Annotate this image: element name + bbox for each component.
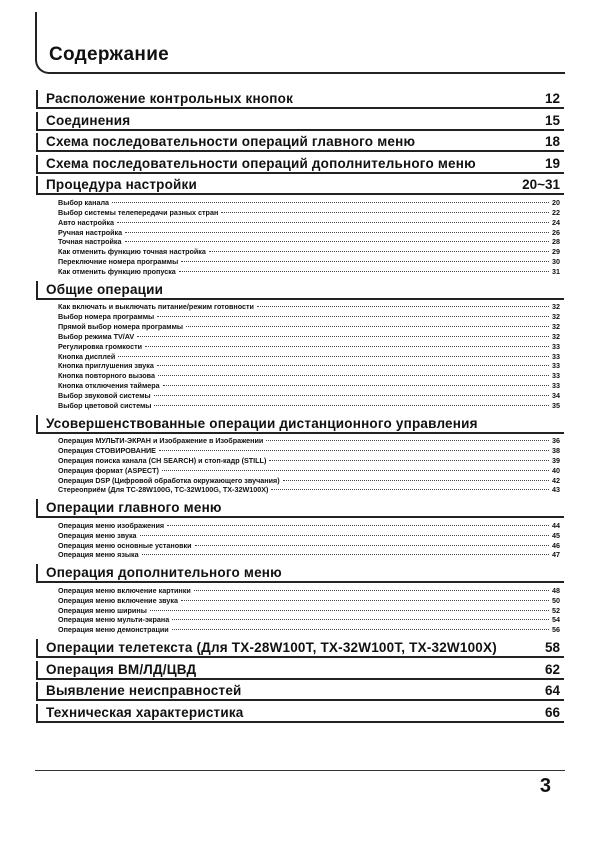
toc-entry-label: Операция меню ширины (58, 605, 147, 615)
toc-entry-page: 33 (552, 361, 560, 371)
section-page: 62 (544, 661, 560, 677)
toc-entry-page: 36 (552, 436, 560, 446)
toc-entry-page: 31 (552, 266, 560, 276)
toc-entry-page: 20 (552, 197, 560, 207)
dot-leader (117, 222, 549, 223)
dot-leader (163, 385, 549, 386)
toc-entry[interactable] (36, 257, 564, 267)
toc-entry-label: Кнопка дисплей (58, 351, 116, 361)
page-title: Содержание (49, 44, 170, 65)
section-header[interactable] (36, 281, 564, 300)
toc-entry-page: 52 (552, 605, 560, 615)
toc-entry[interactable] (36, 302, 564, 312)
section-title: Операция ВМ/ЛД/ЦВД (46, 661, 197, 677)
section-header[interactable] (36, 133, 564, 152)
dot-leader (162, 470, 549, 471)
bottom-divider (35, 770, 565, 771)
toc-entry-label: Выбор звуковой системы (58, 390, 151, 400)
section-header[interactable] (36, 564, 564, 583)
toc-entry-label: Авто настройка (58, 217, 114, 227)
toc-entry-page: 40 (552, 465, 560, 475)
toc-entry-page: 26 (552, 227, 560, 237)
dot-leader (140, 535, 549, 536)
section-page: 66 (544, 704, 560, 720)
toc-entry-page: 32 (552, 312, 560, 322)
table-of-contents (36, 90, 564, 725)
dot-leader (137, 336, 549, 337)
toc-entry-page: 30 (552, 257, 560, 267)
section-header[interactable] (36, 704, 564, 723)
toc-entry-page: 47 (552, 550, 560, 560)
toc-entry-page: 33 (552, 381, 560, 391)
dot-leader (181, 261, 549, 262)
dot-leader (172, 619, 549, 620)
section-title: Выявление неисправностей (46, 683, 242, 699)
toc-entry-label: Операция меню включение картинки (58, 585, 191, 595)
toc-entry[interactable] (36, 485, 564, 495)
toc-entry[interactable] (36, 247, 564, 257)
section-header[interactable] (36, 155, 564, 174)
dot-leader (209, 251, 549, 252)
section-page: 64 (544, 683, 560, 699)
toc-entry-label: Как отменить функцию пропуска (58, 266, 176, 276)
toc-entry-label: Операция меню основные установки (58, 540, 192, 550)
toc-entry-page: 35 (552, 400, 560, 410)
toc-entry[interactable] (36, 381, 564, 391)
dot-leader (154, 405, 549, 406)
dot-leader (158, 375, 549, 376)
section-page: 19 (544, 155, 560, 171)
title-frame (35, 12, 565, 74)
toc-entry[interactable] (36, 531, 564, 541)
dot-leader (257, 306, 549, 307)
toc-entry-label: Выбор номера программы (58, 312, 155, 322)
section-title: Операции главного меню (46, 500, 222, 516)
toc-entry[interactable] (36, 596, 564, 606)
toc-entry[interactable] (36, 521, 564, 531)
section-header[interactable] (36, 639, 564, 658)
toc-entry-page: 48 (552, 585, 560, 595)
toc-entry-page: 33 (552, 351, 560, 361)
toc-entry[interactable] (36, 332, 564, 342)
dot-leader (125, 232, 549, 233)
section-page: 12 (544, 91, 560, 106)
section-title: Техническая характеристика (46, 704, 244, 720)
dot-leader (154, 395, 549, 396)
toc-entry[interactable] (36, 586, 564, 596)
toc-entry-label: Стереоприём (Для TC-28W100G, TC-32W100G, TX-32W100X) (58, 485, 269, 495)
section-page: 58 (544, 640, 560, 656)
toc-entry-page: 39 (552, 455, 560, 465)
dot-leader (181, 600, 549, 601)
dot-leader (157, 316, 549, 317)
toc-entry[interactable] (36, 606, 564, 616)
toc-entry-page: 34 (552, 390, 560, 400)
dot-leader (271, 489, 549, 490)
dot-leader (179, 271, 549, 272)
section-title: Схема последовательности операций дополнительного меню (46, 155, 476, 171)
dot-leader (195, 545, 549, 546)
section-items (36, 198, 564, 277)
toc-entry-label: Кнопка отключения таймера (58, 381, 160, 391)
toc-entry[interactable] (36, 615, 564, 625)
toc-entry-label: Кнопка приглушения звука (58, 361, 154, 371)
section-title: Расположение контрольных кнопок (46, 91, 294, 106)
toc-entry-label: Выбор режима TV/AV (58, 331, 135, 341)
toc-entry[interactable] (36, 198, 564, 208)
dot-leader (150, 610, 549, 611)
toc-entry[interactable] (36, 476, 564, 486)
dot-leader (145, 346, 549, 347)
dot-leader (157, 365, 549, 366)
toc-entry-label: Операция МУЛЬТИ-ЭКРАН и Изображение в Изображении (58, 436, 264, 446)
toc-entry[interactable] (36, 361, 564, 371)
dot-leader (172, 629, 549, 630)
toc-entry-label: Переключние номера программы (58, 257, 179, 267)
toc-entry-label: Как отменить функцию точная настройка (58, 247, 206, 257)
toc-entry-page: 46 (552, 540, 560, 550)
dot-leader (269, 460, 549, 461)
toc-entry-page: 45 (552, 530, 560, 540)
section-title: Процедура настройки (46, 177, 198, 193)
toc-entry[interactable] (36, 371, 564, 381)
toc-entry-page: 42 (552, 475, 560, 485)
toc-entry-label: Ручная настройка (58, 227, 123, 237)
section-header[interactable] (36, 176, 564, 195)
dot-leader (118, 356, 549, 357)
section-title: Схема последовательности операций главного меню (46, 134, 416, 150)
dot-leader (221, 212, 549, 213)
toc-entry-label: Операция меню демонстрации (58, 625, 169, 635)
toc-entry[interactable] (36, 466, 564, 476)
toc-entry[interactable] (36, 267, 564, 277)
section-items (36, 436, 564, 495)
section-title: Операции телетекста (Для TX-28W100T, TX-32W100T, TX-32W100X) (46, 640, 497, 656)
dot-leader (159, 450, 549, 451)
toc-entry-label: Операция поиска канала (CH SEARCH) и стоп-кадр (STILL) (58, 455, 267, 465)
toc-entry-label: Операция меню языка (58, 550, 139, 560)
section-header[interactable] (36, 415, 564, 434)
dot-leader (194, 590, 549, 591)
toc-entry-label: Операция формат (ASPECT) (58, 465, 159, 475)
toc-entry-label: Выбор системы телепередачи разных стран (58, 207, 219, 217)
toc-entry-page: 22 (552, 207, 560, 217)
section-title: Операция дополнительного меню (46, 565, 282, 581)
toc-entry-label: Прямой выбор номера программы (58, 322, 184, 331)
toc-entry-label: Как включать и выключать питание/режим готовности (58, 302, 254, 312)
toc-entry-label: Регулировка громкости (58, 341, 143, 351)
toc-entry-page: 54 (552, 615, 560, 625)
toc-entry[interactable] (36, 322, 564, 332)
section-page: 15 (544, 112, 560, 128)
section-page: 18 (544, 134, 560, 150)
section-header[interactable] (36, 661, 564, 680)
toc-entry-page: 28 (552, 237, 560, 247)
toc-entry[interactable] (36, 352, 564, 362)
toc-entry-page: 32 (552, 331, 560, 341)
toc-entry-label: Операция меню включение звука (58, 595, 178, 605)
toc-entry-label: Операция СТОВИРОВАНИЕ (58, 446, 156, 456)
section-title: Соединения (46, 112, 131, 128)
toc-entry-page: 32 (552, 302, 560, 312)
dot-leader (142, 554, 549, 555)
toc-entry[interactable] (36, 456, 564, 466)
toc-entry[interactable] (36, 218, 564, 228)
toc-entry[interactable] (36, 391, 564, 401)
section-header[interactable] (36, 90, 564, 109)
toc-entry-page: 32 (552, 322, 560, 331)
section-items (36, 586, 564, 635)
toc-entry[interactable] (36, 436, 564, 446)
dot-leader (283, 480, 549, 481)
toc-entry[interactable] (36, 342, 564, 352)
dot-leader (266, 440, 549, 441)
toc-entry-page: 43 (552, 485, 560, 495)
section-header[interactable] (36, 682, 564, 701)
section-header[interactable] (36, 112, 564, 131)
toc-entry-label: Точная настройка (58, 237, 122, 247)
section-title: Усовершенствованные операции дистанционного управления (46, 415, 478, 431)
toc-entry-page: 38 (552, 446, 560, 456)
section-items (36, 521, 564, 560)
toc-entry-label: Выбор канала (58, 197, 110, 207)
toc-entry-label: Операция DSP (Цифровой обработка окружающего звучания) (58, 475, 280, 485)
toc-entry[interactable] (36, 446, 564, 456)
toc-entry-page: 50 (552, 595, 560, 605)
toc-entry-label: Операция меню мульти-экрана (58, 615, 170, 625)
toc-entry-page: 56 (552, 625, 560, 635)
section-items (36, 302, 564, 410)
toc-entry-label: Операция меню изображения (58, 520, 165, 530)
section-page: 20~31 (522, 177, 560, 193)
toc-entry-label: Операция меню звука (58, 530, 137, 540)
toc-entry[interactable] (36, 237, 564, 247)
toc-entry[interactable] (36, 228, 564, 238)
toc-entry[interactable] (36, 550, 564, 560)
toc-entry[interactable] (36, 312, 564, 322)
dot-leader (112, 202, 549, 203)
toc-entry-page: 44 (552, 520, 560, 530)
section-title: Общие операции (46, 281, 164, 297)
dot-leader (167, 525, 549, 526)
toc-entry[interactable] (36, 401, 564, 411)
toc-entry-label: Кнопка повторного вызова (58, 371, 155, 381)
toc-entry-page: 29 (552, 247, 560, 257)
toc-entry[interactable] (36, 208, 564, 218)
toc-entry-page: 33 (552, 371, 560, 381)
section-header[interactable] (36, 499, 564, 518)
toc-entry-page: 24 (552, 217, 560, 227)
dot-leader (125, 241, 549, 242)
dot-leader (186, 326, 549, 327)
toc-entry[interactable] (36, 541, 564, 551)
toc-entry-page: 33 (552, 341, 560, 351)
toc-entry-label: Выбор цветовой системы (58, 400, 152, 410)
page-number: 3 (539, 775, 551, 797)
toc-entry[interactable] (36, 625, 564, 635)
